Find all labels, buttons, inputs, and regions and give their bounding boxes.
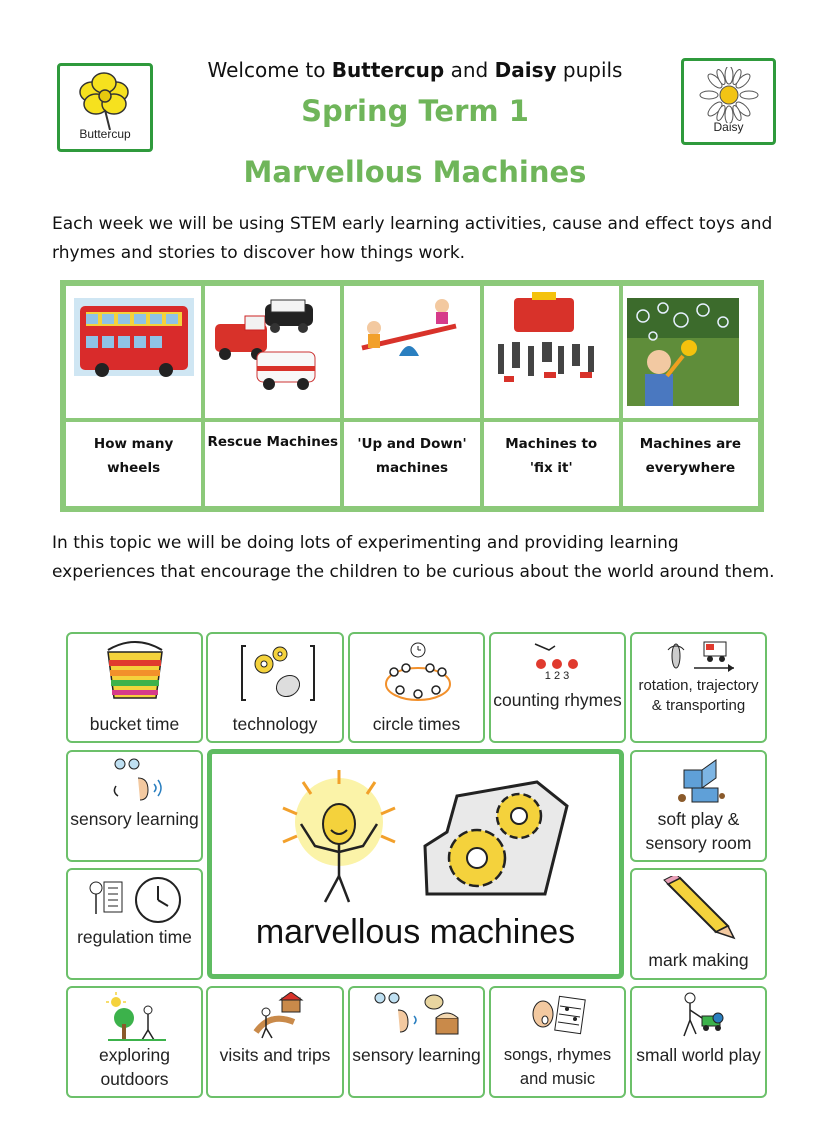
term-title: Spring Term 1 [301, 94, 529, 128]
seesaw-icon [344, 286, 480, 418]
double-decker-bus-icon [66, 286, 202, 418]
card-visits-trips [206, 986, 344, 1098]
counting-rhymes-label: counting rhymes [493, 690, 622, 710]
intro-paragraph: Each week we will be using STEM early learning activities, cause and effect toys and rhymes and stories to discover how things work. [52, 214, 773, 263]
circle-times-label: circle times [372, 714, 461, 734]
mark-making-label: mark making [648, 950, 749, 970]
soft-play-label: soft play & sensory room [645, 809, 752, 853]
week-cell-4 [482, 420, 621, 508]
counting-dots-icon [525, 638, 595, 680]
outdoors-tree-sun-icon [102, 992, 172, 1042]
weekly-topics-table [60, 280, 764, 512]
buttercup-logo [57, 63, 153, 152]
buttercup-flower-icon [60, 70, 150, 130]
bubble-machine-icon [623, 286, 759, 418]
buttercup-logo-label: Buttercup [79, 127, 131, 141]
pencil-icon [662, 876, 742, 940]
rescue-vehicles-picture [203, 284, 342, 420]
welcome-line [160, 58, 670, 82]
bucket-time-label: bucket time [89, 714, 180, 734]
card-rotation [630, 632, 767, 743]
card-exploring-outdoors [66, 986, 203, 1098]
visits-trips-label: visits and trips [219, 1045, 331, 1065]
week-label-5: Machines are everywhere [639, 436, 741, 476]
sensory-learning-label-2: sensory learning [352, 1045, 481, 1065]
daisy-flower-icon [684, 67, 774, 123]
sensory-learning-icon-2 [368, 990, 468, 1042]
card-soft-play [630, 750, 767, 862]
toy-toolbox-icon [484, 286, 620, 418]
card-counting-rhymes [489, 632, 626, 743]
excited-person-icon [257, 764, 407, 904]
week-cell-1 [64, 420, 203, 508]
circle-time-people-icon [378, 640, 458, 706]
week-label-4: Machines to 'fix it' [505, 436, 598, 476]
music-notes-icon [529, 992, 589, 1040]
welcome-class-buttercup: Buttercup [331, 58, 445, 82]
daisy-logo [681, 58, 776, 145]
small-world-play-icon [672, 990, 732, 1040]
rotation-label: rotation, trajectory & transporting [638, 677, 759, 714]
technology-gears-mouse-icon [238, 640, 318, 706]
week-cell-5 [621, 420, 760, 508]
exploring-outdoors-label: exploring outdoors [98, 1045, 171, 1089]
regulation-time-label: regulation time [77, 927, 192, 947]
card-songs-rhymes [489, 986, 626, 1098]
bubbles-picture [621, 284, 760, 420]
welcome-class-daisy: Daisy [494, 58, 557, 82]
card-sensory-learning-1 [66, 750, 203, 862]
week-cell-3 [342, 420, 481, 508]
week-label-3: 'Up and Down' machines [357, 436, 467, 476]
topic-paragraph: In this topic we will be doing lots of experimenting and providing learning experiences that encourage the children to be curious about the world around them. [52, 533, 775, 582]
welcome-prefix: Welcome to [207, 58, 326, 82]
marvellous-machines-panel [207, 749, 624, 979]
card-sensory-learning-2 [348, 986, 485, 1098]
sensory-senses-icon [108, 756, 168, 806]
card-bucket-time [66, 632, 203, 743]
card-mark-making [630, 868, 767, 980]
topic-title: Marvellous Machines [243, 155, 587, 189]
week-label-2: Rescue Machines [207, 434, 339, 450]
machine-gears-icon [417, 776, 587, 906]
regulation-clock-icon [86, 874, 186, 926]
card-small-world [630, 986, 767, 1098]
bus-picture [64, 284, 203, 420]
welcome-and: and [450, 58, 489, 82]
card-circle-times [348, 632, 485, 743]
technology-label: technology [232, 714, 318, 734]
card-technology [206, 632, 344, 743]
welcome-suffix: pupils [562, 58, 623, 82]
seesaw-picture [342, 284, 481, 420]
soft-play-icon [672, 756, 732, 808]
week-cell-2 [203, 420, 342, 508]
center-title: marvellous machines [255, 913, 576, 951]
daisy-logo-label: Daisy [713, 120, 744, 134]
visits-trips-icon [250, 992, 306, 1042]
counting-digits: 1 2 3 [544, 670, 570, 680]
tool-kit-picture [482, 284, 621, 420]
week-label-1: How many wheels [93, 436, 174, 476]
rescue-vehicles-icon [205, 286, 341, 418]
sensory-learning-label-1: sensory learning [70, 809, 199, 829]
card-regulation-time [66, 868, 203, 980]
bucket-icon [100, 640, 170, 702]
small-world-label: small world play [636, 1045, 761, 1065]
songs-rhymes-label: songs, rhymes and music [503, 1046, 612, 1088]
rotation-transport-icon [662, 638, 742, 678]
